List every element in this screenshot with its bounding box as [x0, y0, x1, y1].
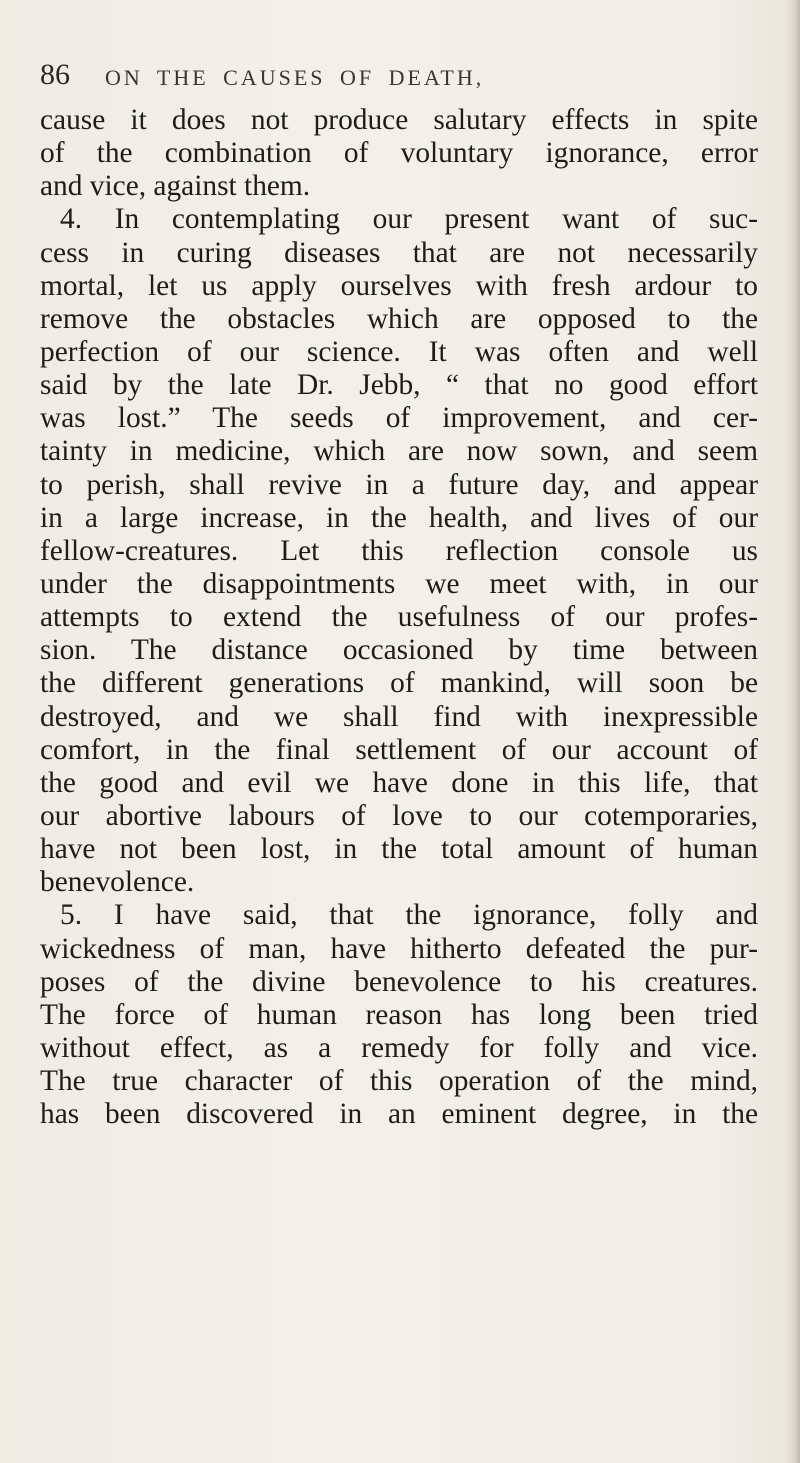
text-line: of the combination of voluntary ignorance, error	[40, 137, 758, 170]
text-line: sion. The distance occasioned by time between	[40, 634, 758, 667]
text-line: comfort, in the final settlement of our account of	[40, 733, 758, 766]
text-line: remove the obstacles which are opposed to the	[40, 302, 758, 335]
text-line: said by the late Dr. Jebb, “ that no good effort	[40, 369, 758, 402]
text-line: The true character of this operation of the mind,	[40, 1065, 758, 1098]
text-line: mortal, let us apply ourselves with fresh ardour to	[40, 269, 758, 302]
text-line: cause it does not produce salutary effects in spite	[40, 104, 758, 136]
text-line: perfection of our science. It was often and well	[40, 335, 758, 368]
text-line: attempts to extend the usefulness of our profes-	[40, 601, 758, 634]
text-line: was lost.” The seeds of improvement, and cer-	[40, 402, 758, 435]
page-number: 86	[40, 58, 70, 91]
running-title: ON THE CAUSES OF DEATH,	[105, 65, 485, 90]
running-head	[40, 60, 760, 100]
text-line: 5. I have said, that the ignorance, folly and	[60, 899, 758, 932]
text-line: poses of the divine benevolence to his creatures.	[40, 965, 758, 998]
text-line: cess in curing diseases that are not necessarily	[40, 236, 758, 269]
text-line: the good and evil we have done in this life, that	[40, 766, 758, 799]
body-text	[40, 104, 758, 1131]
text-line: tainty in medicine, which are now sown, and seem	[40, 435, 758, 468]
text-line: have not been lost, in the total amount of human	[40, 833, 758, 866]
text-line: benevolence.	[40, 866, 195, 899]
text-line: The force of human reason has long been tried	[40, 998, 758, 1031]
page-edge-shadow	[786, 0, 800, 1463]
text-line: destroyed, and we shall find with inexpressible	[40, 700, 758, 733]
text-line: wickedness of man, have hitherto defeated the pur-	[40, 932, 758, 965]
text-line: to perish, shall revive in a future day, and appear	[40, 468, 758, 501]
text-line: without effect, as a remedy for folly and vice.	[40, 1031, 758, 1064]
text-line: and vice, against them.	[40, 170, 311, 203]
text-line: our abortive labours of love to our cotemporaries,	[40, 799, 758, 832]
text-line: 4. In contemplating our present want of suc-	[60, 203, 758, 236]
text-line: in a large increase, in the health, and lives of our	[40, 501, 758, 534]
text-line: under the disappointments we meet with, in our	[40, 567, 758, 600]
text-line: the different generations of mankind, will soon be	[40, 667, 758, 700]
text-line: fellow-creatures. Let this reflection console us	[40, 534, 758, 567]
text-line: has been discovered in an eminent degree, in the	[40, 1098, 758, 1131]
